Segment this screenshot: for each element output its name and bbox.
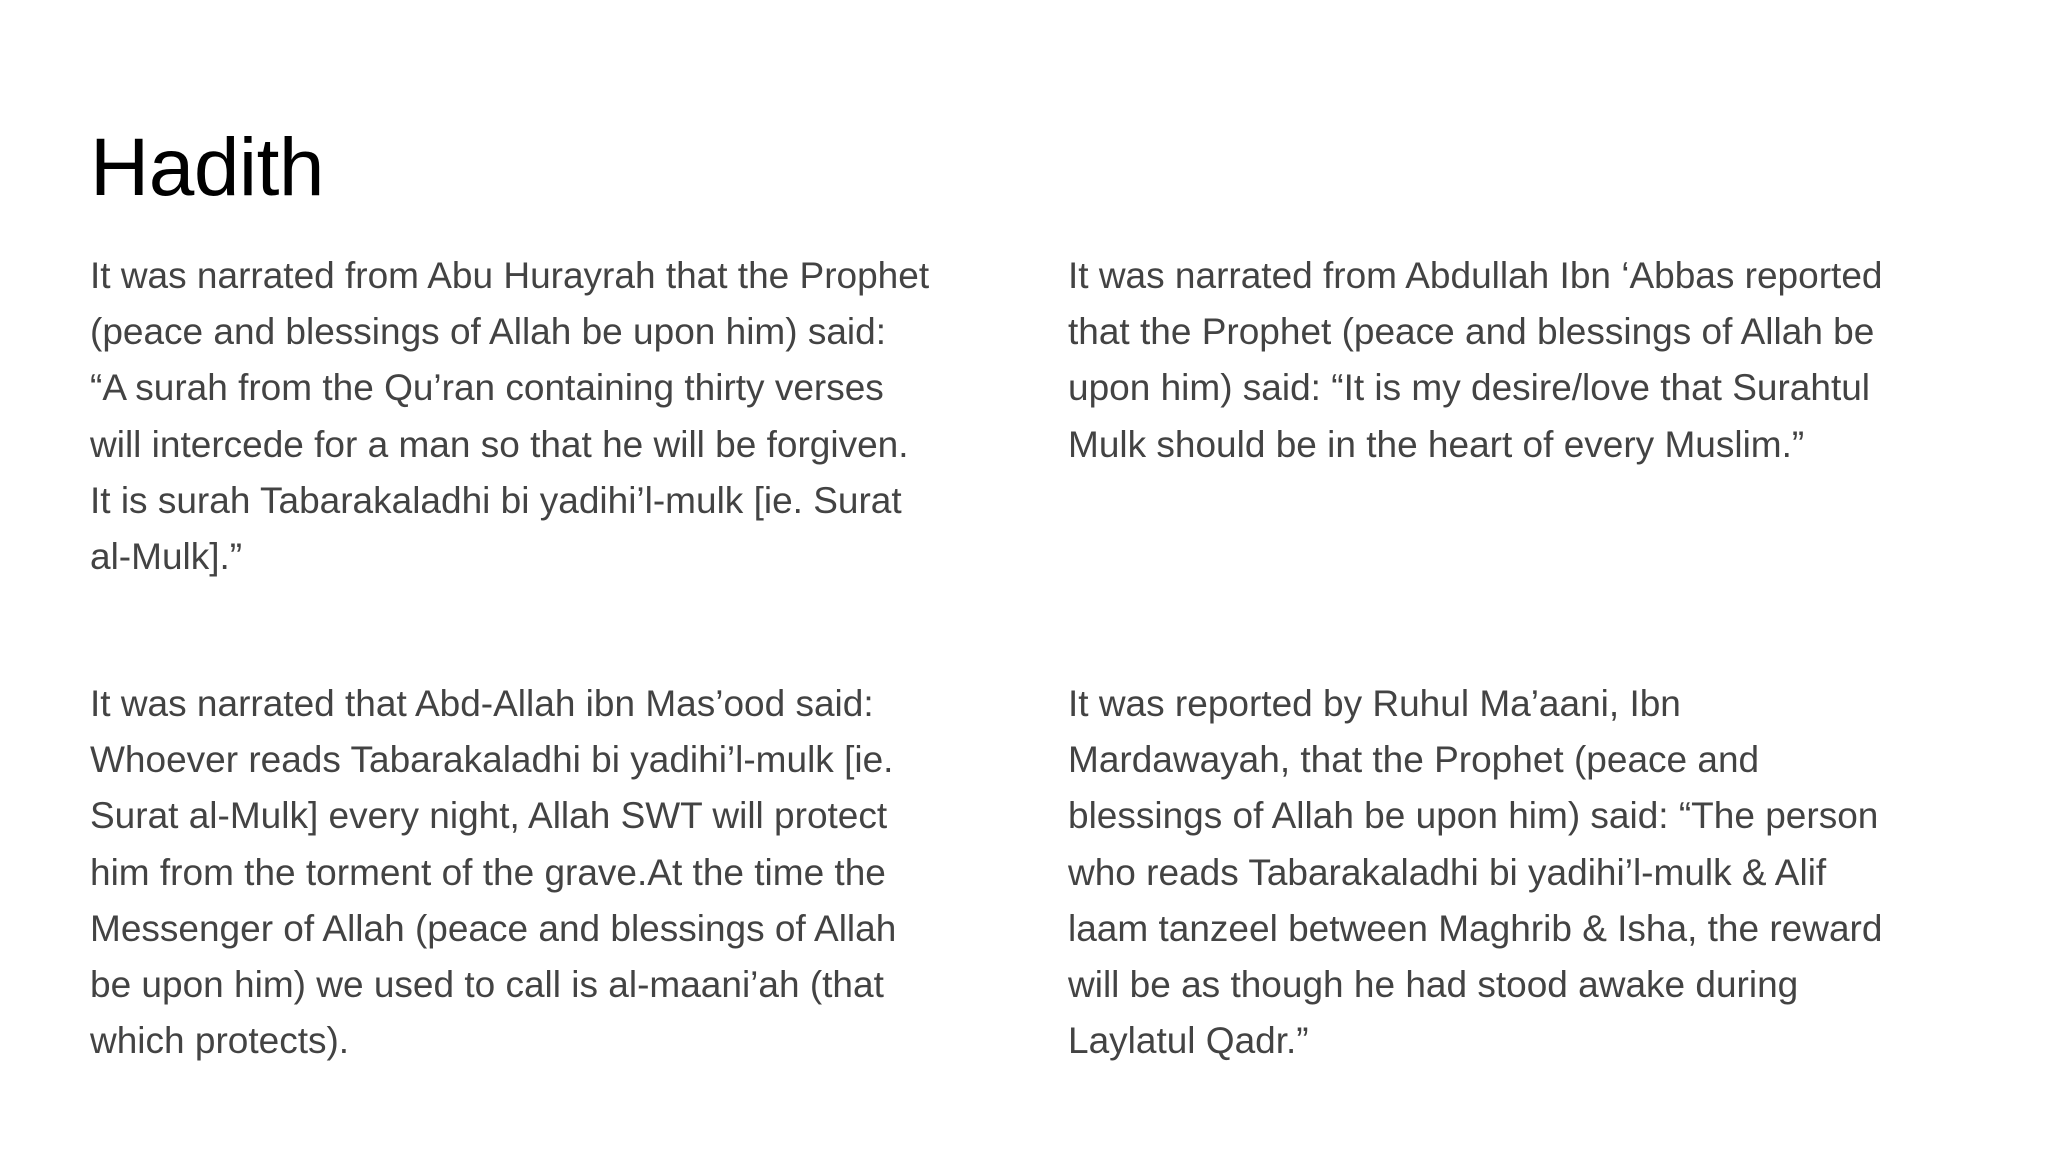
hadith-ibn-masood: It was narrated that Abd-Allah ibn Mas’ood said: Whoever reads Tabarakaladhi bi yadihi’l-mulk [ie. Surat al-Mulk] every night, Allah SWT will protect him from the torment of the grave.At the time the Messenger of Allah (peace and blessings of Allah be upon him) we used to call is al-maani’ah (that which protects). xyxy=(90,683,897,1062)
hadith-abu-hurayrah: It was narrated from Abu Hurayrah that the Prophet (peace and blessings of Allah be upon him) said: “A surah from the Qu’ran containing thirty verses will intercede for a man so that he will be forgiven. It is surah Tabarakaladhi bi yadihi’l-mulk [ie. Surat al-Mulk].” xyxy=(90,255,930,578)
hadith-ibn-abbas: It was narrated from Abdullah Ibn ‘Abbas reported that the Prophet (peace and blessings of Allah be upon him) said: “It is my desire/love that Surahtul Mulk should be in the heart of every Muslim.” xyxy=(1068,255,1883,465)
hadith-ruhul-maaani: It was reported by Ruhul Ma’aani, Ibn Mardawayah, that the Prophet (peace and blessings of Allah be upon him) said: “The person who reads Tabarakaladhi bi yadihi’l-mulk & Alif laam tanzeel between Maghrib & Isha, the reward will be as though he had stood awake during Laylatul Qadr.” xyxy=(1068,683,1883,1062)
slide-title: Hadith xyxy=(90,122,325,213)
